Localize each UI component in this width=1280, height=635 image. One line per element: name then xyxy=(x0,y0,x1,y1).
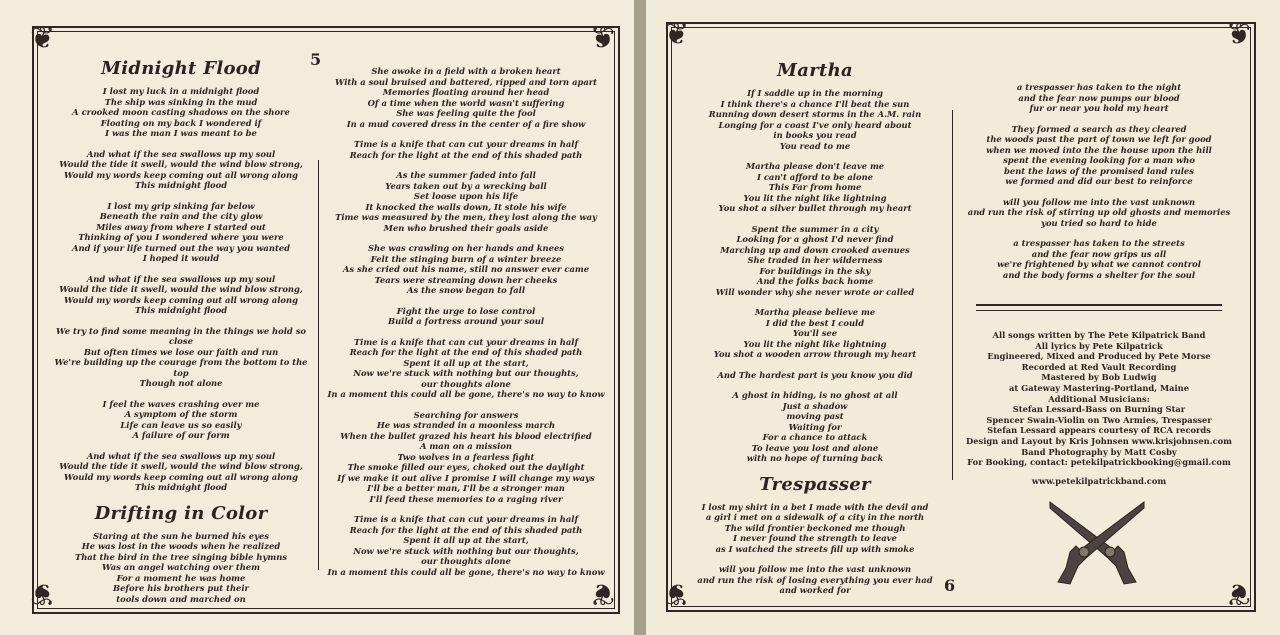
stanza xyxy=(326,66,606,129)
stanza xyxy=(52,531,310,605)
lyric-line: You shot a wooden arrow through my heart xyxy=(713,349,917,359)
lyric-line: I was the man I was meant to be xyxy=(105,128,257,138)
lyric-line: Will wonder why she never wrote or called xyxy=(715,286,915,297)
lyric-line: Martha please believe me xyxy=(754,307,876,317)
lyric-line: I lost my shirt in a bet I made with the devil and xyxy=(701,501,929,512)
lyric-line: a trespasser has taken to the night xyxy=(1016,82,1182,92)
lyric-line: For a moment he was home xyxy=(116,572,246,583)
lyric-line: She was crawling on her hands and knees xyxy=(368,243,564,253)
lyric-line: a trespasser has taken to the streets xyxy=(1013,238,1185,248)
lyric-line: A failure of our form xyxy=(132,430,230,440)
lyric-line: our thoughts alone xyxy=(421,556,511,566)
lyric-line: That the bird in the tree singing bible hymns xyxy=(74,551,288,562)
lyric-line: Thinking of you I wondered where you were xyxy=(78,232,284,242)
lyrics-column-right xyxy=(326,66,606,587)
lyric-line: Years taken out by a wrecking ball xyxy=(385,180,547,191)
lyric-line: Waiting for xyxy=(788,421,842,432)
lyric-line: Would my words keep coming out all wrong along xyxy=(64,169,298,180)
stanza xyxy=(684,307,946,360)
lyric-line: and run the risk of stirring up old ghosts and memories xyxy=(967,207,1231,217)
credit-line: Stefan Lessard-Bass on Burning Star xyxy=(1012,404,1186,415)
lyric-line: I did the best I could xyxy=(765,317,865,328)
lyric-line: spent the evening looking for a man who xyxy=(1003,155,1195,165)
lyric-line: Build a fortress around your soul xyxy=(387,316,545,326)
lyric-line: Tears were streaming down her cheeks xyxy=(374,274,558,285)
trespasser-continued-lyrics xyxy=(956,82,1242,280)
lyric-line: This Far from home xyxy=(768,182,862,192)
lyric-line: Staring at the sun he burned his eyes xyxy=(92,530,270,541)
lyric-line: a girl i met on a sidewalk of a city in the north xyxy=(705,512,925,522)
lyric-line: Would the tide it swell, would the wind blow strong, xyxy=(59,284,303,294)
lyric-line: Spent the summer in a city xyxy=(751,223,879,234)
drifting-in-color-continued-lyrics xyxy=(326,66,606,577)
lyric-line: moving past xyxy=(786,411,844,421)
credit-line: Engineered, Mixed and Produced by Pete Morse xyxy=(987,351,1211,362)
stanza xyxy=(956,82,1242,114)
book-spine xyxy=(634,0,646,635)
lyric-line: and the fear now grips us all xyxy=(1031,248,1167,259)
section-divider xyxy=(976,304,1222,311)
credit-line: All lyrics by Pete Kilpatrick xyxy=(1035,340,1163,351)
lyric-line: It knocked the walls down, It stole his wife xyxy=(365,201,567,212)
lyric-line: Spent it all up at the start, xyxy=(403,357,529,368)
lyric-line: He was stranded in a moonless march xyxy=(376,420,556,430)
lyric-line: will you follow me into the vast unknown xyxy=(718,564,912,574)
lyric-line: Longing for a coast I've only heard about xyxy=(718,119,912,130)
stanza xyxy=(326,306,606,327)
lyric-line: A ghost in hiding, is no ghost at all xyxy=(732,390,898,400)
lyric-line: I never found the strength to leave xyxy=(733,533,897,543)
stanza xyxy=(684,161,946,214)
credit-line: Additional Musicians: xyxy=(1048,393,1150,404)
lyric-line: with no hope of turning back xyxy=(746,453,884,463)
lyric-line: If I saddle up in the morning xyxy=(747,88,883,98)
lyric-line: Set loose upon his life xyxy=(413,191,519,201)
lyric-line: A symptom of the storm xyxy=(124,409,238,419)
lyric-line: Memories floating around her head xyxy=(382,87,550,97)
lyric-line: Would my words keep coming out all wrong along xyxy=(64,471,298,482)
song-title-trespasser: Trespasser xyxy=(759,473,871,495)
lyric-line: when we moved into the the house upon the hill xyxy=(986,144,1212,155)
credit-line: Recorded at Red Vault Recording xyxy=(1021,361,1177,372)
lyric-line: You shot a silver bullet through my heart xyxy=(718,203,912,213)
credit-line: Spencer Swain-Violin on Two Armies, Trespasser xyxy=(986,414,1212,425)
lyric-line: For a chance to attack xyxy=(762,432,868,442)
stanza xyxy=(52,201,310,264)
lyric-line: Was an angel watching over them xyxy=(102,562,260,572)
lyric-line: In a moment this could all be gone, there's no way to know xyxy=(327,389,605,399)
lyric-line: our thoughts alone xyxy=(421,378,511,389)
lyric-line: With a soul bruised and battered, ripped and torn apart xyxy=(334,76,598,87)
lyric-line: As the snow began to fall xyxy=(406,285,526,295)
lyric-line: You'll see xyxy=(792,328,838,338)
stanza xyxy=(956,124,1242,187)
lyric-line: We try to find some meaning in the things we hold so close xyxy=(56,325,306,346)
stanza xyxy=(326,139,606,160)
lyric-line: The ship was sinking in the mud xyxy=(104,96,258,107)
page-number: 6 xyxy=(944,576,956,595)
lyric-line: Looking for a ghost I'd never find xyxy=(736,234,894,244)
lyric-line: He was lost in the woods when he realized xyxy=(81,541,281,551)
lyric-line: Of a time when the world wasn't suffering xyxy=(367,97,565,108)
lyric-line: They formed a search as they cleared xyxy=(1011,123,1187,134)
lyric-line: The wild frontier beckoned me though xyxy=(724,522,906,533)
lyric-line: Two wolves in a fearless fight xyxy=(397,451,535,462)
column-divider xyxy=(318,160,319,570)
credit-line: at Gateway Mastering-Portland, Maine xyxy=(1009,382,1189,393)
lyric-line: Would my words keep coming out all wrong along xyxy=(64,294,298,305)
stanza xyxy=(684,224,946,298)
lyric-line: Reach for the light at the end of this shaded path xyxy=(349,149,583,160)
corner-flourish-icon: ❦ xyxy=(1226,17,1252,52)
lyric-line: will you follow me into the vast unknown xyxy=(1002,196,1196,207)
album-credits xyxy=(956,330,1242,468)
lyric-line: You lit the night like lightning xyxy=(743,338,887,349)
stanza xyxy=(684,564,946,596)
lyric-line: She awoke in a field with a broken heart xyxy=(371,66,561,76)
lyric-line: and the body forms a shelter for the soul xyxy=(1002,269,1196,280)
lyric-line: Reach for the light at the end of this shaded path xyxy=(349,524,583,535)
lyric-line: A crooked moon casting shadows on the shore xyxy=(72,107,290,117)
stanza xyxy=(684,390,946,464)
lyrics-column-left xyxy=(52,58,310,614)
lyric-line: I'll feed these memories to a raging river xyxy=(369,493,563,504)
lyric-line: bent the laws of the promised land rules xyxy=(1004,165,1194,176)
stanza xyxy=(956,238,1242,280)
lyric-line: She traded in her wilderness xyxy=(747,255,883,265)
left-page xyxy=(0,0,634,635)
right-page xyxy=(646,0,1280,635)
lyric-line: we're frightened by what we cannot control xyxy=(997,259,1201,269)
stanza xyxy=(684,370,946,381)
lyric-line: Time is a knife that can cut your dreams in half xyxy=(353,139,579,149)
credit-line: Band Photography by Matt Cosby xyxy=(1021,446,1177,457)
trespasser-lyrics xyxy=(684,502,946,596)
lyric-line: Searching for answers xyxy=(413,409,519,420)
lyric-line: we formed and did our best to reinforce xyxy=(1005,176,1193,186)
stanza xyxy=(684,88,946,151)
lyric-line: I'll be a better man, I'll be a stronger man xyxy=(367,483,565,493)
lyric-line: You lit the night like lightning xyxy=(743,192,887,203)
credit-line: Mastered by Bob Ludwig xyxy=(1041,372,1157,383)
lyric-line: As she cried out his name, still no answer ever came xyxy=(342,264,590,274)
corner-flourish-icon: ❦ xyxy=(30,21,56,56)
lyric-line: To leave you lost and alone xyxy=(751,442,879,453)
stanza xyxy=(326,410,606,505)
corner-flourish-icon: ❦ xyxy=(590,21,616,56)
lyric-line: The smoke filled our eyes, choked out the daylight xyxy=(347,462,585,472)
lyric-line: Would the tide it swell, would the wind blow strong, xyxy=(59,159,303,169)
lyric-line: and worked for xyxy=(779,585,851,595)
stanza xyxy=(52,451,310,493)
stanza xyxy=(52,326,310,389)
drifting-in-color-lyrics xyxy=(52,531,310,605)
lyric-line: In a mud covered dress in the center of a fire show xyxy=(346,118,586,129)
lyric-line: When the bullet grazed his heart his blood electrified xyxy=(340,430,592,441)
lyric-line: Fight the urge to lose control xyxy=(396,305,536,316)
lyric-line: you tried so hard to hide xyxy=(1041,217,1157,228)
lyric-line: And if your life turned out the way you wanted xyxy=(71,242,290,253)
lyric-line: A man on a mission xyxy=(420,441,512,451)
credit-line: Design and Layout by Kris Johnsen www.krisjohnsen.com xyxy=(966,435,1232,446)
lyric-line: and run the risk of losing everything you ever had xyxy=(697,574,933,585)
page-number: 5 xyxy=(310,50,322,69)
lyric-line: I can't afford to be alone xyxy=(756,171,873,182)
lyric-line: And the folks back home xyxy=(756,276,874,286)
lyric-line: Time is a knife that can cut your dreams in half xyxy=(353,514,579,524)
lyric-line: Time was measured by the men, they lost along the way xyxy=(335,212,597,222)
credit-line: Stefan Lessard appears courtesy of RCA records xyxy=(987,425,1211,436)
crossed-pistols-icon xyxy=(1044,494,1150,586)
lyric-line: Would the tide it swell, would the wind blow strong, xyxy=(59,461,303,471)
column-divider xyxy=(952,110,953,480)
lyric-line: Miles away from where I started out xyxy=(96,221,266,232)
stanza xyxy=(684,502,946,555)
corner-flourish-icon: ❦ xyxy=(30,576,56,611)
corner-flourish-icon: ❦ xyxy=(1226,576,1252,611)
lyric-line: Just a shadow xyxy=(782,400,848,411)
song-title-drifting-in-color: Drifting in Color xyxy=(94,502,268,524)
lyric-line: Beneath the rain and the city glow xyxy=(99,211,263,221)
band-website: www.petekilpatrickband.com xyxy=(1031,476,1167,486)
lyric-line: and the fear now pumps our blood xyxy=(1018,92,1180,103)
lyric-line: Now we're stuck with nothing but our thoughts, xyxy=(353,368,579,378)
lyric-line: Felt the stinging burn of a winter breeze xyxy=(370,253,562,264)
lyric-line: as I watched the streets fill up with smoke xyxy=(715,543,915,554)
lyric-line: Martha please don't leave me xyxy=(745,161,885,171)
corner-flourish-icon: ❦ xyxy=(590,576,616,611)
lyric-line: Running down desert storms in the A.M. rain xyxy=(708,109,922,119)
lyric-line: Reach for the light at the end of this shaded path xyxy=(349,347,583,357)
lyric-line: I lost my luck in a midnight flood xyxy=(102,86,260,96)
stanza xyxy=(52,149,310,191)
stanza xyxy=(326,514,606,577)
lyric-line: I hoped it would xyxy=(142,253,220,263)
corner-flourish-icon: ❦ xyxy=(664,576,690,611)
lyric-line: Spent it all up at the start, xyxy=(403,535,529,545)
stanza xyxy=(956,197,1242,229)
lyric-line: in books you read xyxy=(773,130,857,140)
lyric-line: the woods past the part of town we left for good xyxy=(986,134,1212,144)
song-title-martha: Martha xyxy=(777,60,853,81)
lyric-line: This midnight flood xyxy=(134,305,228,315)
lyric-line: I feel the waves crashing over me xyxy=(102,398,260,409)
lyric-line: Life can leave us so easily xyxy=(120,419,242,430)
corner-flourish-icon: ❦ xyxy=(664,17,690,52)
lyric-line: You read to me xyxy=(779,140,851,151)
lyric-line: But often times we lose our faith and run xyxy=(83,346,279,357)
stanza xyxy=(326,170,606,233)
lyric-line: This midnight flood xyxy=(134,180,228,190)
stanza xyxy=(52,399,310,441)
lyric-line: As the summer faded into fall xyxy=(396,170,536,180)
lyric-line: Though not alone xyxy=(139,378,223,388)
lyric-line: And what if the sea swallows up my soul xyxy=(86,450,276,461)
lyric-line: If we make it out alive I promise I will change my ways xyxy=(337,472,595,483)
lyric-line: fur or near you hold my heart xyxy=(1029,103,1169,113)
martha-lyrics xyxy=(684,88,946,464)
lyrics-column-right xyxy=(956,82,1242,290)
lyric-line: And what if the sea swallows up my soul xyxy=(86,148,276,159)
lyric-line: I think there's a chance I'll beat the sun xyxy=(720,98,910,109)
credit-line: For Booking, contact: petekilpatrickbooking@gmail.com xyxy=(967,457,1231,468)
stanza xyxy=(326,337,606,400)
lyric-line: I lost my grip sinking far below xyxy=(107,200,255,211)
stanza xyxy=(52,274,310,316)
stanza xyxy=(326,243,606,296)
lyric-line: This midnight flood xyxy=(134,482,228,492)
lyric-line: Men who brushed their goals aside xyxy=(383,222,549,233)
stanza xyxy=(52,86,310,139)
lyric-line: Now we're stuck with nothing but our thoughts, xyxy=(353,545,579,556)
midnight-flood-lyrics xyxy=(52,86,310,493)
lyric-line: Before his brothers put their xyxy=(113,583,249,593)
lyric-line: tools down and marched on xyxy=(116,593,246,604)
lyric-line: She was feeling quite the fool xyxy=(396,108,536,118)
lyric-line: For buildings in the sky xyxy=(759,265,871,276)
song-title-midnight-flood: Midnight Flood xyxy=(101,58,261,79)
credit-line: All songs written by The Pete Kilpatrick Band xyxy=(992,330,1206,340)
lyric-line: In a moment this could all be gone, there's no way to know xyxy=(327,566,605,577)
lyric-line: We're building up the courage from the bottom to the top xyxy=(54,357,308,378)
lyrics-column-left xyxy=(684,60,946,606)
lyric-line: Marching up and down crooked avenues xyxy=(720,244,910,255)
lyric-line: Floating on my back I wondered if xyxy=(100,117,262,128)
lyric-line: And what if the sea swallows up my soul xyxy=(86,273,276,284)
lyric-line: Time is a knife that can cut your dreams in half xyxy=(353,336,579,347)
lyric-line: And The hardest part is you know you did xyxy=(717,369,913,380)
